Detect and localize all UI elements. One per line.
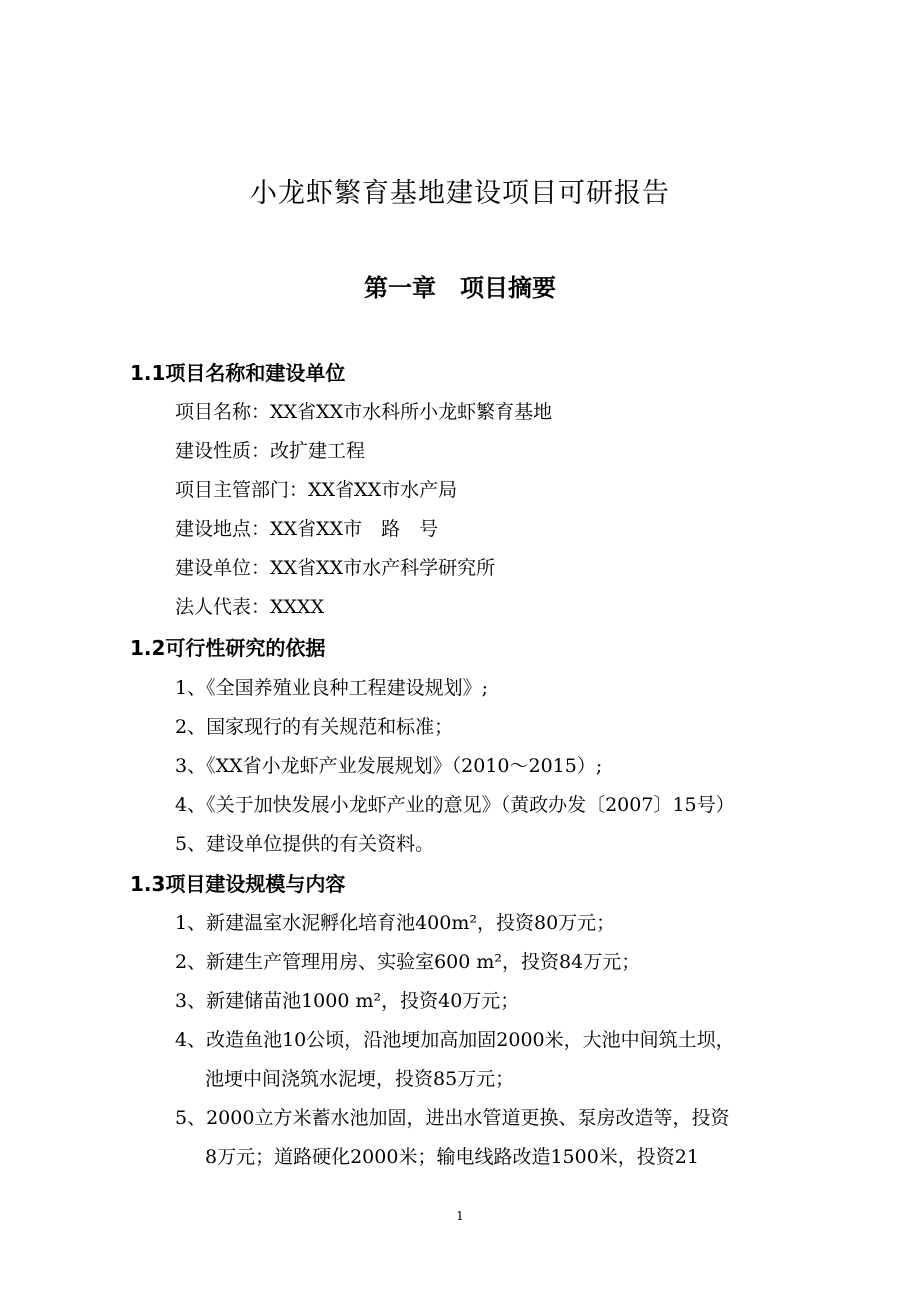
list-item-continuation: 8万元；道路硬化2000米；输电线路改造1500米，投资21 — [205, 1146, 699, 1168]
list-item: 3、《XX省小龙虾产业发展规划》（2010～2015）; — [175, 755, 603, 777]
list-item: 2、新建生产管理用房、实验室600 m²，投资84万元； — [175, 951, 641, 973]
list-item: 5、建设单位提供的有关资料。 — [175, 833, 435, 855]
page-number: 1 — [456, 1209, 464, 1223]
list-item: 4、《关于加快发展小龙虾产业的意见》（黄政办发〔2007〕15号） — [175, 794, 735, 816]
chapter-title — [0, 268, 920, 308]
chapter-number: 第一章 — [364, 274, 436, 302]
paragraph-line: 建设地点：XX省XX市 路 号 — [175, 518, 439, 540]
paragraph-line: 项目主管部门：XX省XX市水产局 — [175, 479, 458, 501]
list-item: 3、新建储苗池1000 m²，投资40万元； — [175, 990, 520, 1012]
section-heading: 1.3项目建设规模与内容 — [130, 872, 346, 896]
list-item: 1、新建温室水泥孵化培育池400m²，投资80万元； — [175, 912, 616, 934]
list-item-continuation: 池埂中间浇筑水泥埂，投资85万元； — [205, 1068, 515, 1090]
section-heading: 1.1项目名称和建设单位 — [130, 361, 346, 385]
document-title: 小龙虾繁育基地建设项目可研报告 — [250, 178, 670, 209]
chapter-name: 项目摘要 — [460, 274, 556, 302]
section-heading: 1.2可行性研究的依据 — [130, 636, 326, 660]
list-item: 1、《全国养殖业良种工程建设规划》; — [175, 677, 488, 699]
paragraph-line: 建设单位：XX省XX市水产科学研究所 — [175, 557, 496, 579]
list-item: 5、2000立方米蓄水池加固，进出水管道更换、泵房改造等，投资 — [175, 1107, 730, 1129]
paragraph-line: 项目名称：XX省XX市水科所小龙虾繁育基地 — [175, 401, 553, 423]
paragraph-line: 法人代表：XXXX — [175, 596, 325, 618]
paragraph-line: 建设性质：改扩建工程 — [175, 440, 366, 462]
list-item: 2、国家现行的有关规范和标准； — [175, 716, 454, 738]
list-item: 4、改造鱼池10公顷，沿池埂加高加固2000米，大池中间筑土坝， — [175, 1029, 735, 1051]
